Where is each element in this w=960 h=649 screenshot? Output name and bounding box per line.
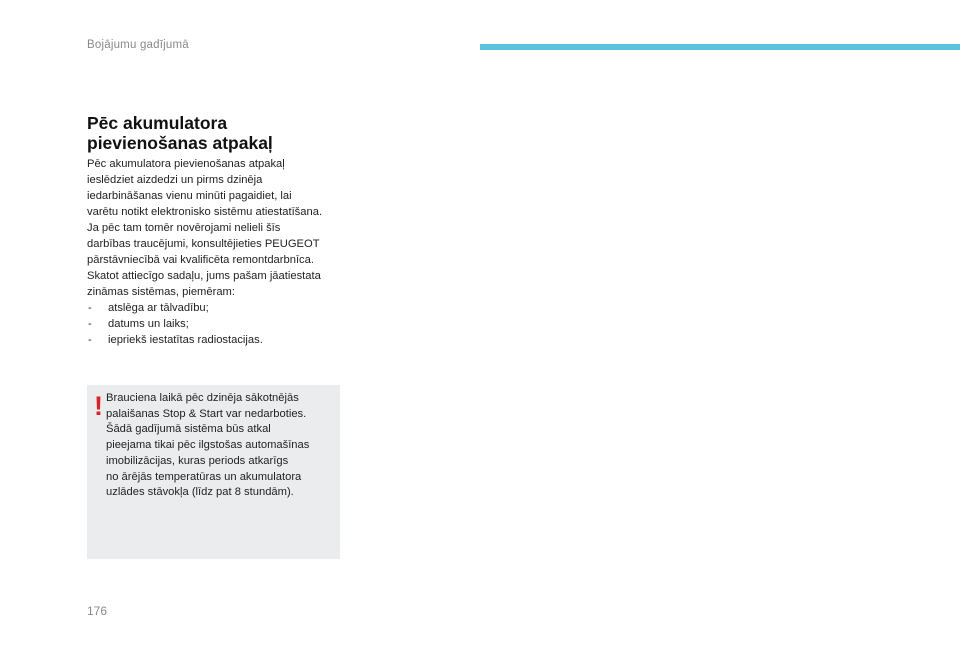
section-body: [87, 156, 357, 348]
exclamation-icon: !: [94, 391, 103, 421]
body-line: Skatot attiecīgo sadaļu, jums pašam jāatiestata: [87, 270, 321, 282]
list-marker: -: [88, 302, 92, 314]
warning-line: no ārējās temperatūras un akumulatora: [106, 470, 302, 483]
list-item-text: datums un laiks;: [108, 318, 189, 330]
warning-line: palaišanas Stop & Start var nedarboties.: [106, 407, 307, 420]
running-header: Bojājumu gadījumā: [87, 39, 189, 51]
body-line: varētu notikt elektronisko sistēmu atiestatīšana.: [87, 206, 323, 218]
body-line: darbības traucējumi, konsultējieties PEUGEOT: [87, 238, 320, 250]
section-title: [87, 113, 347, 153]
body-line: zināmas sistēmas, piemēram:: [87, 286, 235, 298]
body-line: Pēc akumulatora pievienošanas atpakaļ: [87, 158, 285, 170]
warning-box: [87, 385, 340, 559]
header-accent-bar: [480, 44, 960, 50]
list-marker: -: [88, 318, 92, 330]
list-item-text: iepriekš iestatītas radiostacijas.: [108, 334, 263, 346]
section-title-line: Pēc akumulatora: [87, 113, 228, 133]
warning-line: uzlādes stāvokļa (līdz pat 8 stundām).: [106, 486, 294, 499]
systems-list: [87, 300, 357, 348]
warning-line: pieejama tikai pēc ilgstošas automašīnas: [106, 439, 310, 452]
list-marker: -: [88, 334, 92, 346]
body-line: iedarbināšanas vienu minūti pagaidiet, lai: [87, 190, 292, 202]
warning-line: Šādā gadījumā sistēma būs atkal: [106, 423, 271, 436]
list-item: [87, 316, 357, 332]
page-number: 176: [87, 604, 108, 618]
list-item-text: atslēga ar tālvadību;: [108, 302, 209, 314]
body-line: pārstāvniecībā vai kvalificēta remontdarbnīca.: [87, 254, 314, 266]
list-item: [87, 332, 357, 348]
warning-line: imobilizācijas, kuras periods atkarīgs: [106, 454, 289, 467]
body-line: ieslēdziet aizdedzi un pirms dzinēja: [87, 174, 263, 186]
warning-text: [106, 391, 338, 501]
section-title-line: pievienošanas atpakaļ: [87, 133, 273, 153]
warning-line: Brauciena laikā pēc dzinēja sākotnējās: [106, 392, 299, 404]
list-item: [87, 300, 357, 316]
body-line: Ja pēc tam tomēr novērojami nelieli šīs: [87, 222, 281, 234]
